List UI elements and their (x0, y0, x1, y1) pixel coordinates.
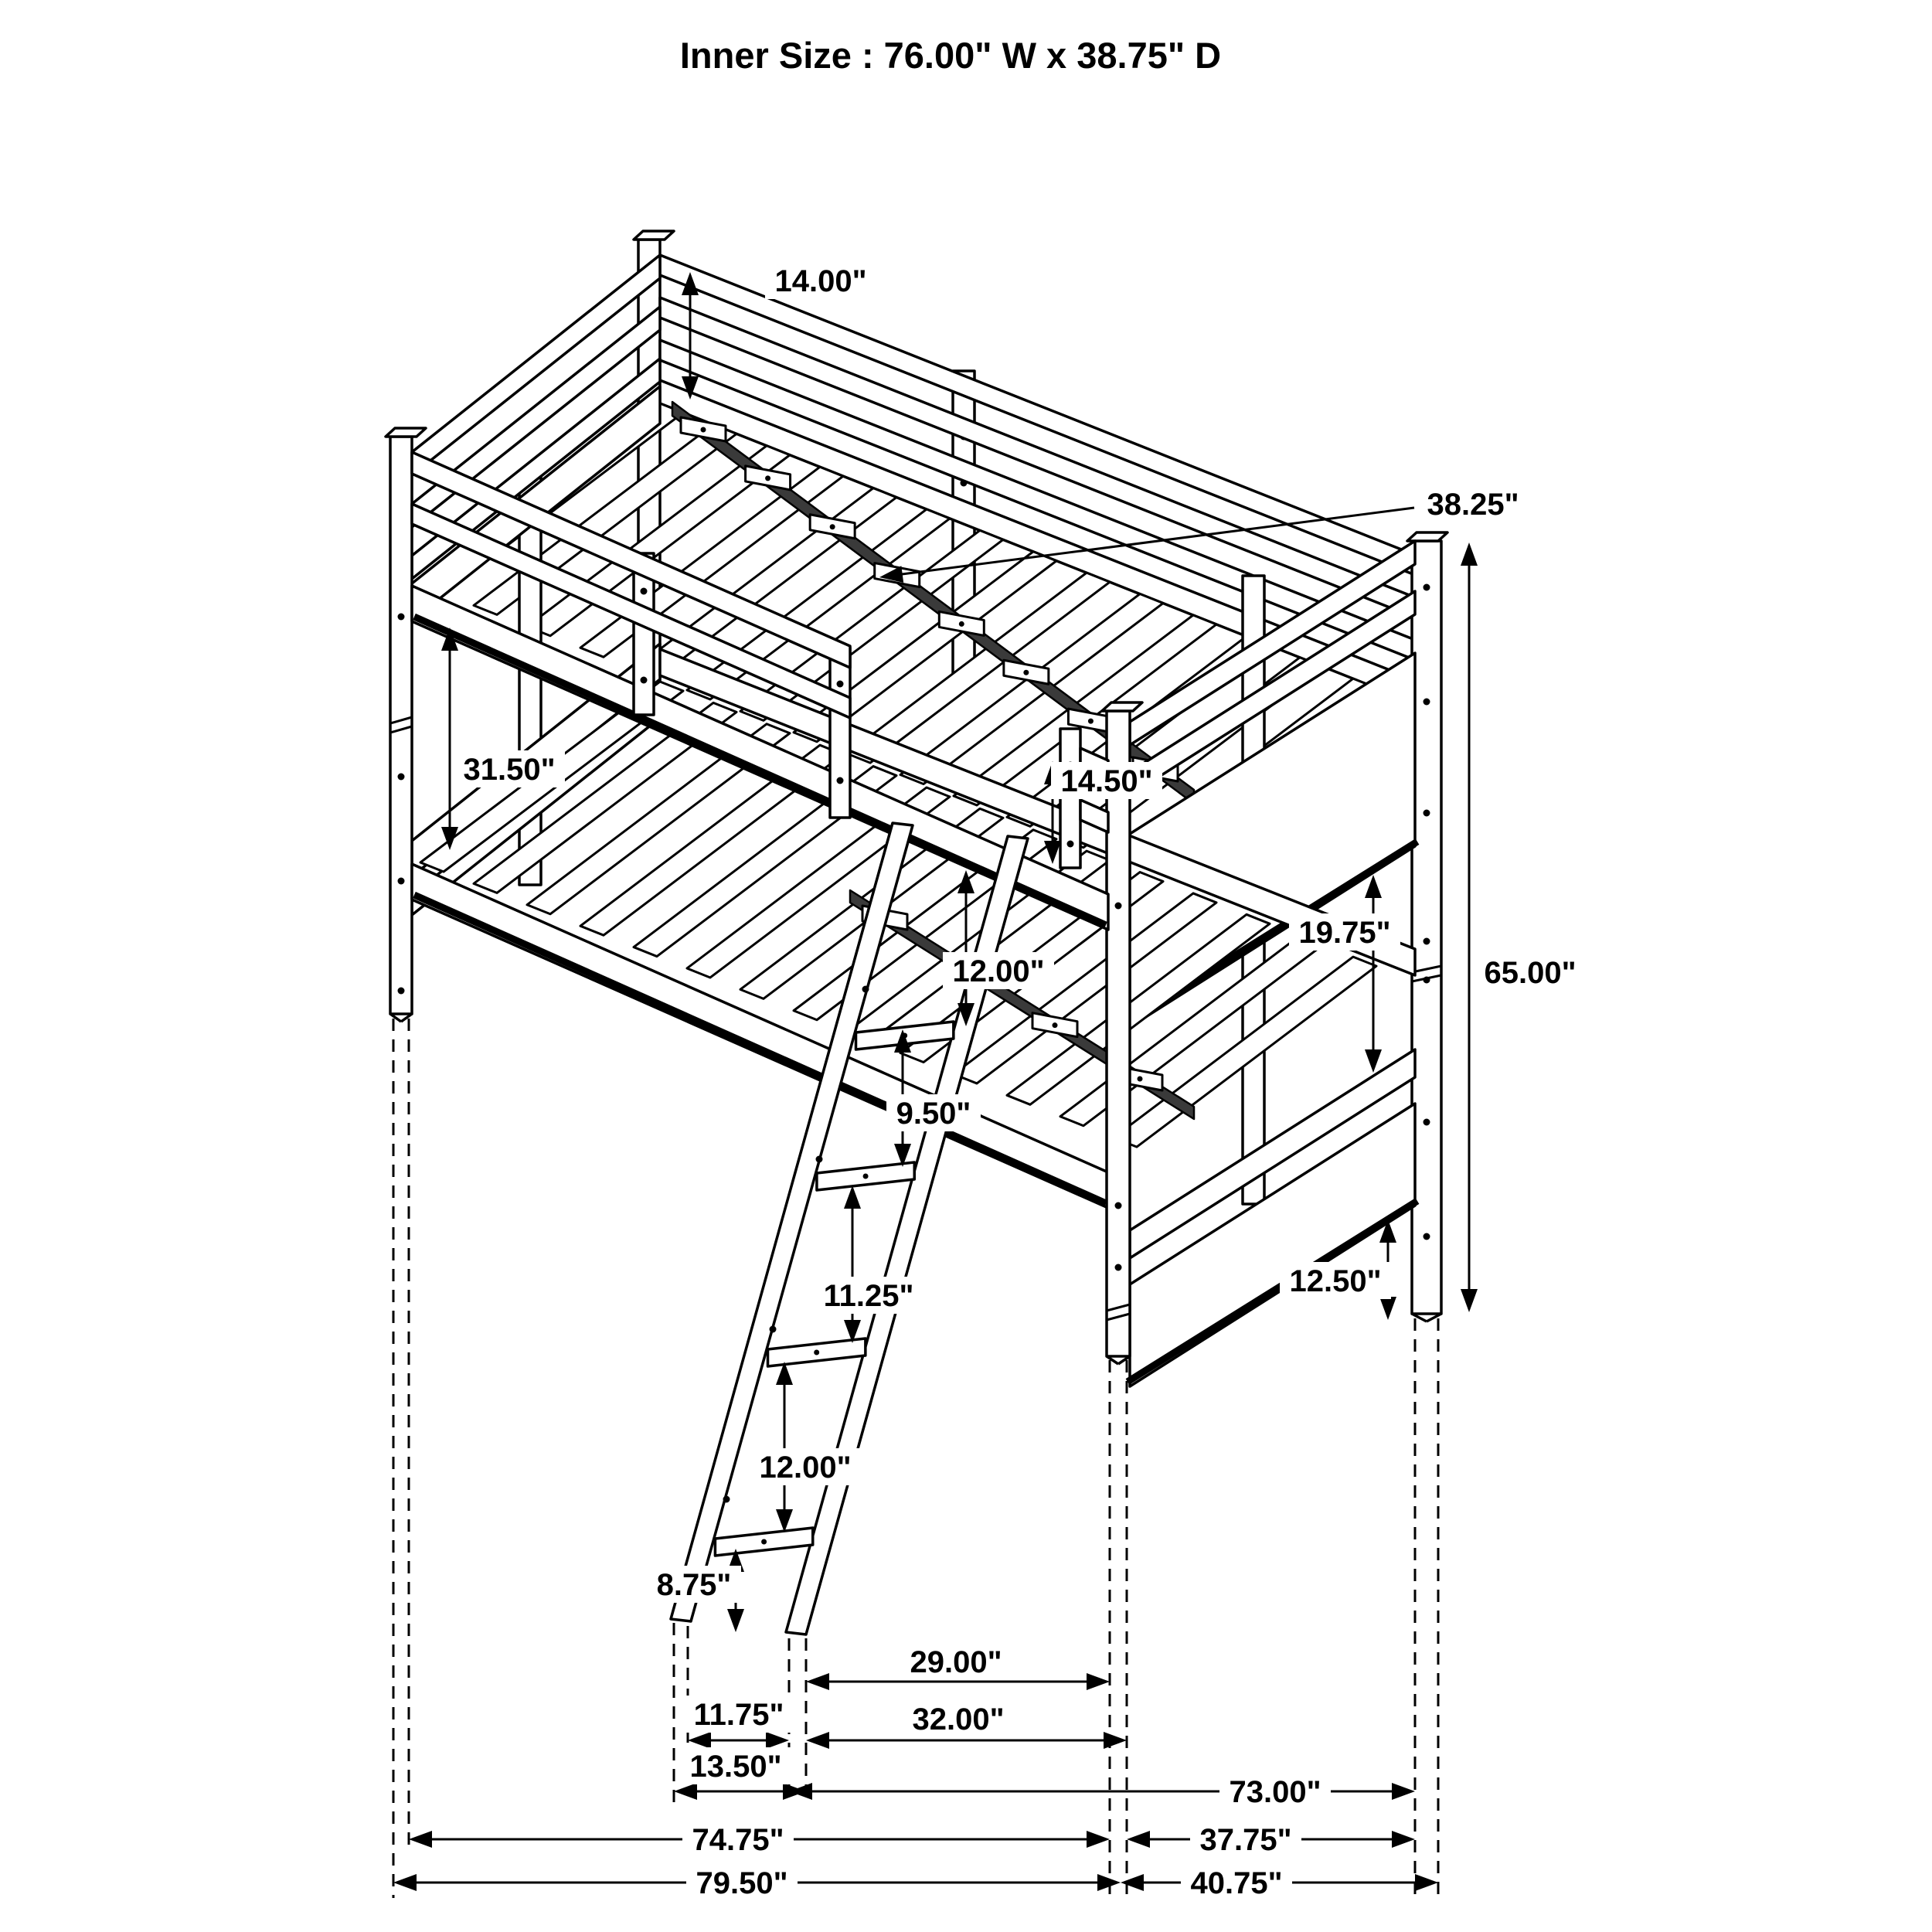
screw-hole (398, 878, 405, 885)
screw-hole (1423, 699, 1430, 706)
dimension-label-length-inner: 74.75" (692, 1823, 784, 1857)
screw-hole (814, 1350, 819, 1355)
dimension-label-guardrail-height: 14.00" (774, 264, 867, 298)
arrowhead (766, 1732, 789, 1749)
dimension-label-depth-overall: 40.75" (1190, 1866, 1283, 1900)
arrowhead (674, 1783, 697, 1800)
dimension-ladder-inner-width (683, 1696, 794, 1749)
dimension-label-ladder-to-post-outer: 32.00" (912, 1702, 1005, 1736)
screw-hole (398, 614, 405, 621)
arrowhead (844, 1185, 861, 1209)
dimension-label-depth-inner: 37.75" (1199, 1823, 1292, 1857)
dimension-overall-height (1461, 543, 1586, 1312)
dimension-depth-overall (1121, 1864, 1438, 1901)
screw-hole (1423, 938, 1430, 945)
diagram-title: Inner Size : 76.00" W x 38.75" D (679, 35, 1222, 76)
dimension-label-length-overall: 79.50" (696, 1866, 788, 1900)
dimension-length-inner (409, 1821, 1110, 1858)
screw-hole (641, 677, 648, 684)
arrowhead (1392, 1783, 1415, 1800)
screw-hole (863, 1174, 869, 1179)
screw-hole (1088, 719, 1094, 724)
screw-hole (770, 1326, 777, 1333)
post-cap (1407, 532, 1447, 541)
dimension-label-ladder-outer-width: 13.50" (689, 1750, 782, 1784)
screw-hole (761, 1539, 767, 1545)
screw-hole (701, 427, 706, 433)
dimension-depth-inner (1127, 1821, 1415, 1858)
dimension-length-overall (393, 1864, 1121, 1901)
bed-structure (386, 231, 1447, 1634)
dimension-label-lower-rail-to-floor: 12.50" (1289, 1264, 1382, 1298)
dimension-label-slat-length: 38.25" (1427, 488, 1519, 522)
screw-hole (641, 588, 648, 595)
screw-hole (830, 524, 835, 529)
post-front-right (1107, 711, 1130, 1356)
dimension-label-rung3-to-rung4: 12.00" (759, 1451, 852, 1485)
screw-hole (1115, 1264, 1122, 1271)
arrowhead (409, 1831, 432, 1848)
arrowhead (806, 1732, 829, 1749)
arrowhead (1087, 1831, 1110, 1848)
screw-hole (1423, 1233, 1430, 1240)
screw-hole (1423, 1119, 1430, 1126)
post-front-left (390, 437, 412, 1014)
screw-hole (837, 777, 844, 784)
screw-hole (959, 621, 964, 627)
arrowhead (806, 1673, 829, 1690)
arrowhead (1127, 1831, 1150, 1848)
dimension-ladder-to-post (806, 1643, 1110, 1690)
dimension-label-ladder-to-end: 73.00" (1229, 1775, 1321, 1809)
arrowhead (789, 1783, 812, 1800)
dimension-label-bunk-clearance-left: 31.50" (463, 753, 556, 787)
dimension-label-rung1-to-rung2: 9.50" (896, 1097, 971, 1131)
screw-hole (398, 774, 405, 781)
screw-hole (1067, 841, 1074, 848)
arrowhead (1461, 543, 1478, 566)
guard-post-right (830, 648, 850, 818)
dimension-ladder-outer-width (674, 1747, 806, 1800)
arrowhead (1365, 1049, 1382, 1073)
arrowhead (1415, 1874, 1438, 1891)
screw-hole (816, 1156, 823, 1163)
screw-hole (1138, 1077, 1143, 1082)
dimension-ladder-to-end (789, 1773, 1415, 1810)
ladder-left-rail (671, 823, 913, 1621)
dimension-label-bunk-gap-right: 19.75" (1298, 916, 1391, 950)
arrowhead (1379, 1297, 1396, 1320)
screw-hole (1023, 670, 1029, 675)
arrowhead (1044, 841, 1061, 864)
screw-hole (1423, 810, 1430, 817)
post-cap (1102, 702, 1142, 711)
arrowhead (727, 1609, 744, 1632)
dimension-ladder-to-post-outer (806, 1700, 1127, 1749)
arrowhead (1087, 1673, 1110, 1690)
screw-hole (1115, 1202, 1122, 1209)
screw-hole (1053, 1022, 1058, 1028)
dimension-label-overall-height: 65.00" (1484, 956, 1577, 990)
back-slat-support (660, 380, 1415, 703)
screw-hole (1115, 903, 1122, 910)
arrowhead (1121, 1874, 1144, 1891)
dimension-label-rail-to-rung1: 12.00" (952, 954, 1045, 988)
post-cap (386, 428, 426, 437)
arrowhead (393, 1874, 417, 1891)
screw-hole (1423, 584, 1430, 591)
screw-hole (723, 1496, 730, 1503)
dimension-label-rung2-to-rung3: 11.25" (823, 1279, 914, 1313)
dimension-label-rung4-to-floor: 8.75" (656, 1568, 732, 1602)
screw-hole (765, 475, 770, 481)
screw-hole (862, 986, 869, 993)
screw-hole (398, 988, 405, 995)
arrowhead (1365, 875, 1382, 898)
arrowhead (688, 1732, 711, 1749)
arrowhead (1461, 1289, 1478, 1312)
post-cap (634, 231, 674, 240)
dimension-label-ladder-inner-width: 11.75" (693, 1698, 784, 1732)
arrowhead (1392, 1831, 1415, 1848)
screw-hole (837, 681, 844, 688)
dimension-label-front-rail-opening: 14.50" (1060, 764, 1153, 798)
dimension-label-ladder-to-post: 29.00" (910, 1645, 1002, 1679)
arrowhead (1104, 1732, 1127, 1749)
